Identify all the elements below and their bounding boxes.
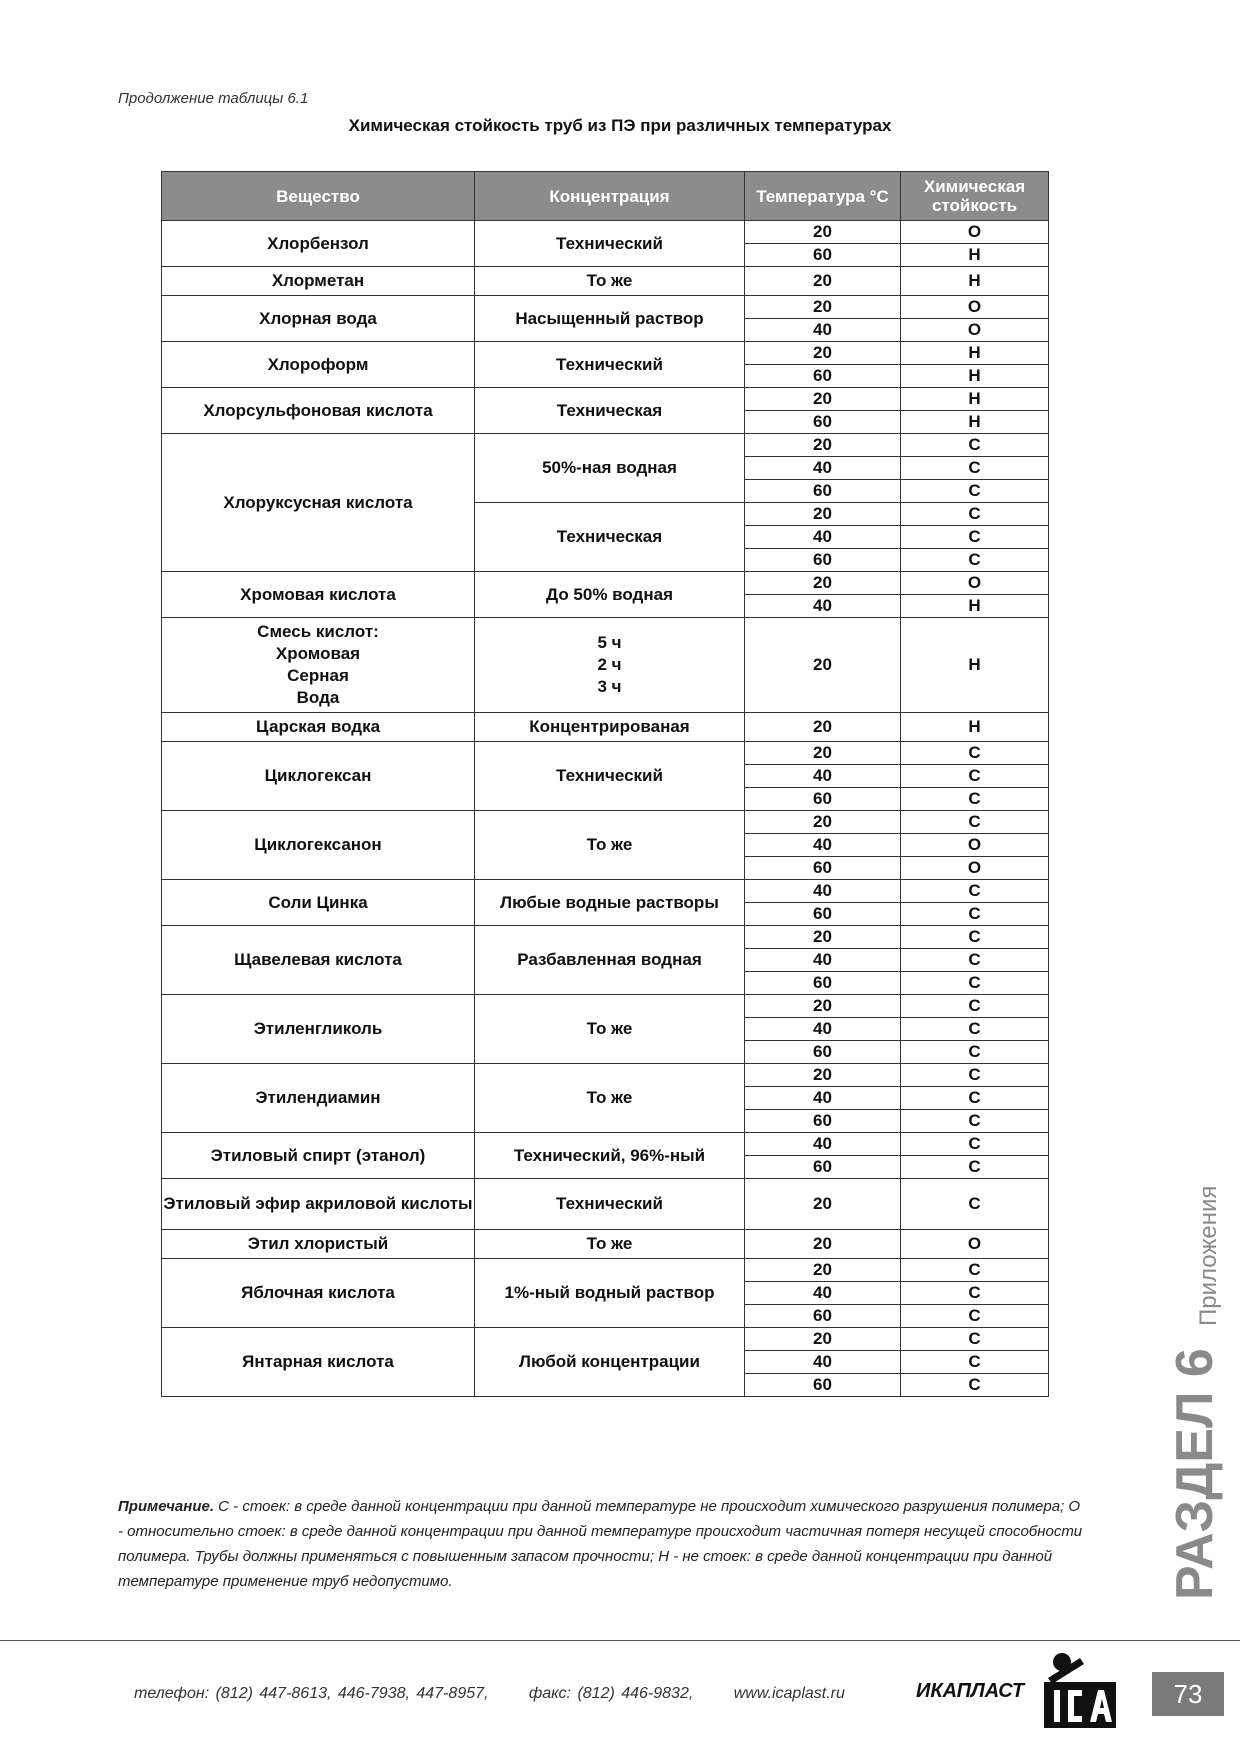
brand-name: ИКАПЛАСТ: [916, 1680, 1025, 1702]
cell-substance: Циклогексан: [162, 742, 475, 811]
cell-temperature: 20: [745, 342, 901, 365]
cell-temperature: 40: [745, 1087, 901, 1110]
footer-divider: [0, 1640, 1240, 1641]
table-continuation-caption: Продолжение таблицы 6.1: [118, 90, 309, 107]
cell-temperature: 20: [745, 811, 901, 834]
cell-resistance: Н: [901, 595, 1049, 618]
cell-concentration: Технический: [475, 742, 745, 811]
cell-resistance: С: [901, 765, 1049, 788]
cell-resistance: С: [901, 1110, 1049, 1133]
ica-logo-icon: [1040, 1648, 1120, 1732]
cell-concentration: То же: [475, 267, 745, 296]
cell-concentration: 5 ч 2 ч 3 ч: [475, 618, 745, 713]
cell-temperature: 40: [745, 880, 901, 903]
cell-temperature: 40: [745, 595, 901, 618]
cell-temperature: 60: [745, 1305, 901, 1328]
cell-resistance: С: [901, 1328, 1049, 1351]
table-body: [162, 221, 1049, 1397]
cell-concentration: Концентрированая: [475, 713, 745, 742]
cell-resistance: Н: [901, 365, 1049, 388]
footer-phone: телефон: (812) 447-8613, 446-7938, 447-8957,: [134, 1685, 489, 1702]
table-row: [162, 811, 1049, 834]
cell-resistance: С: [901, 995, 1049, 1018]
cell-temperature: 20: [745, 503, 901, 526]
cell-temperature: 20: [745, 995, 901, 1018]
table-row: [162, 572, 1049, 595]
cell-temperature: 20: [745, 572, 901, 595]
table-row: [162, 388, 1049, 411]
cell-resistance: Н: [901, 411, 1049, 434]
cell-resistance: С: [901, 949, 1049, 972]
cell-substance: Этил хлористый: [162, 1230, 475, 1259]
cell-temperature: 20: [745, 618, 901, 713]
table-row: [162, 1179, 1049, 1230]
cell-resistance: С: [901, 1259, 1049, 1282]
cell-resistance: С: [901, 1064, 1049, 1087]
cell-temperature: 20: [745, 388, 901, 411]
header-substance: Вещество: [162, 172, 475, 221]
table-row: [162, 995, 1049, 1018]
cell-temperature: 20: [745, 1259, 901, 1282]
cell-temperature: 40: [745, 319, 901, 342]
table-row: [162, 1064, 1049, 1087]
cell-resistance: С: [901, 1133, 1049, 1156]
header-resistance: Химическая стойкость: [901, 172, 1049, 221]
footnote: [118, 1494, 1088, 1594]
cell-resistance: С: [901, 1087, 1049, 1110]
cell-resistance: С: [901, 549, 1049, 572]
table-row: [162, 296, 1049, 319]
cell-concentration: Любые водные растворы: [475, 880, 745, 926]
cell-resistance: С: [901, 1156, 1049, 1179]
cell-resistance: С: [901, 880, 1049, 903]
cell-resistance: О: [901, 296, 1049, 319]
cell-substance: Царская водка: [162, 713, 475, 742]
cell-temperature: 40: [745, 765, 901, 788]
cell-resistance: С: [901, 480, 1049, 503]
cell-substance: Хлорбензол: [162, 221, 475, 267]
table-row: [162, 618, 1049, 713]
cell-temperature: 20: [745, 434, 901, 457]
cell-resistance: О: [901, 857, 1049, 880]
cell-temperature: 20: [745, 1230, 901, 1259]
cell-concentration: Технический: [475, 1179, 745, 1230]
cell-substance: Хлоруксусная кислота: [162, 434, 475, 572]
cell-substance: Хлорметан: [162, 267, 475, 296]
cell-substance: Янтарная кислота: [162, 1328, 475, 1397]
table-row: [162, 434, 1049, 457]
cell-temperature: 20: [745, 926, 901, 949]
cell-temperature: 20: [745, 267, 901, 296]
cell-temperature: 40: [745, 526, 901, 549]
footer-contacts: [134, 1685, 879, 1703]
cell-temperature: 20: [745, 742, 901, 765]
cell-substance: Циклогексанон: [162, 811, 475, 880]
cell-resistance: С: [901, 1282, 1049, 1305]
cell-concentration: До 50% водная: [475, 572, 745, 618]
cell-temperature: 40: [745, 457, 901, 480]
cell-concentration: 50%-ная водная: [475, 434, 745, 503]
cell-resistance: С: [901, 811, 1049, 834]
cell-concentration: То же: [475, 1230, 745, 1259]
table-row: [162, 1328, 1049, 1351]
cell-temperature: 60: [745, 244, 901, 267]
cell-temperature: 60: [745, 788, 901, 811]
cell-substance: Соли Цинка: [162, 880, 475, 926]
table-row: [162, 1133, 1049, 1156]
cell-substance: Щавелевая кислота: [162, 926, 475, 995]
table-row: [162, 221, 1049, 244]
cell-resistance: О: [901, 319, 1049, 342]
cell-resistance: Н: [901, 342, 1049, 365]
cell-temperature: 40: [745, 1018, 901, 1041]
cell-temperature: 60: [745, 549, 901, 572]
chemical-resistance-table: [161, 171, 1049, 1397]
cell-temperature: 60: [745, 1374, 901, 1397]
cell-resistance: С: [901, 1179, 1049, 1230]
cell-substance: Этилендиамин: [162, 1064, 475, 1133]
cell-temperature: 40: [745, 1133, 901, 1156]
cell-temperature: 40: [745, 1282, 901, 1305]
footnote-label: Примечание.: [118, 1498, 214, 1515]
cell-substance: Хлорсульфоновая кислота: [162, 388, 475, 434]
cell-resistance: С: [901, 1374, 1049, 1397]
cell-substance: Этиленгликоль: [162, 995, 475, 1064]
cell-concentration: 1%-ный водный раствор: [475, 1259, 745, 1328]
cell-temperature: 40: [745, 834, 901, 857]
cell-resistance: С: [901, 926, 1049, 949]
table-row: [162, 342, 1049, 365]
table-row: [162, 742, 1049, 765]
cell-temperature: 60: [745, 365, 901, 388]
side-section-title: РАЗДЕЛ 6: [1166, 1348, 1224, 1600]
cell-temperature: 20: [745, 713, 901, 742]
cell-substance: Этиловый эфир акриловой кислоты: [162, 1179, 475, 1230]
cell-temperature: 60: [745, 903, 901, 926]
cell-substance: Яблочная кислота: [162, 1259, 475, 1328]
cell-temperature: 40: [745, 949, 901, 972]
cell-temperature: 40: [745, 1351, 901, 1374]
side-section-subtitle: Приложения: [1195, 1185, 1222, 1326]
cell-concentration: Насыщенный раствор: [475, 296, 745, 342]
table-row: [162, 1230, 1049, 1259]
cell-resistance: С: [901, 1351, 1049, 1374]
cell-resistance: С: [901, 972, 1049, 995]
cell-resistance: Н: [901, 388, 1049, 411]
header-concentration: Концентрация: [475, 172, 745, 221]
cell-resistance: Н: [901, 713, 1049, 742]
cell-resistance: С: [901, 903, 1049, 926]
cell-resistance: С: [901, 742, 1049, 765]
cell-resistance: Н: [901, 618, 1049, 713]
table-row: [162, 926, 1049, 949]
table-row: [162, 880, 1049, 903]
cell-temperature: 20: [745, 1179, 901, 1230]
cell-temperature: 60: [745, 1156, 901, 1179]
cell-substance: Хромовая кислота: [162, 572, 475, 618]
cell-resistance: С: [901, 457, 1049, 480]
table-title: Химическая стойкость труб из ПЭ при различных температурах: [348, 116, 892, 135]
cell-substance: Смесь кислот: Хромовая Серная Вода: [162, 618, 475, 713]
cell-substance: Этиловый спирт (этанол): [162, 1133, 475, 1179]
cell-resistance: С: [901, 788, 1049, 811]
cell-concentration: Разбавленная водная: [475, 926, 745, 995]
cell-temperature: 60: [745, 1110, 901, 1133]
cell-concentration: То же: [475, 1064, 745, 1133]
cell-concentration: Любой концентрации: [475, 1328, 745, 1397]
cell-temperature: 60: [745, 411, 901, 434]
cell-temperature: 20: [745, 1064, 901, 1087]
table-row: [162, 267, 1049, 296]
cell-concentration: Техническая: [475, 503, 745, 572]
table-header-row: [162, 172, 1049, 221]
cell-resistance: Н: [901, 267, 1049, 296]
cell-concentration: Технический, 96%-ный: [475, 1133, 745, 1179]
cell-resistance: С: [901, 1305, 1049, 1328]
cell-resistance: С: [901, 526, 1049, 549]
cell-resistance: О: [901, 572, 1049, 595]
table-row: [162, 1259, 1049, 1282]
cell-temperature: 60: [745, 480, 901, 503]
cell-concentration: Технический: [475, 342, 745, 388]
cell-resistance: О: [901, 1230, 1049, 1259]
cell-resistance: С: [901, 503, 1049, 526]
cell-temperature: 20: [745, 1328, 901, 1351]
cell-temperature: 60: [745, 857, 901, 880]
footer-fax: факс: (812) 446-9832,: [528, 1685, 694, 1702]
cell-concentration: Технический: [475, 221, 745, 267]
cell-resistance: Н: [901, 244, 1049, 267]
cell-resistance: О: [901, 221, 1049, 244]
footer-site-link[interactable]: www.icaplast.ru: [733, 1685, 845, 1702]
footnote-text: С - стоек: в среде данной концентрации при данной температуре не происходит химического разрушения полимера; О - относительно стоек: в среде данной концентрации при данной температуре происходит частичная потеря несущей способности полимера. Трубы должны применяться с повышенным запасом прочности; Н - не стоек: в среде данной концентрации при данной температуре применение труб недопустимо.: [118, 1498, 1083, 1590]
cell-temperature: 60: [745, 1041, 901, 1064]
cell-concentration: Техническая: [475, 388, 745, 434]
cell-resistance: С: [901, 1041, 1049, 1064]
table-row: [162, 713, 1049, 742]
cell-substance: Хлороформ: [162, 342, 475, 388]
cell-resistance: С: [901, 434, 1049, 457]
header-temperature: Температура °С: [745, 172, 901, 221]
cell-substance: Хлорная вода: [162, 296, 475, 342]
cell-concentration: То же: [475, 995, 745, 1064]
section-side-label: [1150, 1160, 1230, 1640]
cell-resistance: С: [901, 1018, 1049, 1041]
cell-temperature: 20: [745, 296, 901, 319]
cell-resistance: О: [901, 834, 1049, 857]
cell-concentration: То же: [475, 811, 745, 880]
cell-temperature: 60: [745, 972, 901, 995]
cell-temperature: 20: [745, 221, 901, 244]
page-number: 73: [1152, 1672, 1224, 1716]
